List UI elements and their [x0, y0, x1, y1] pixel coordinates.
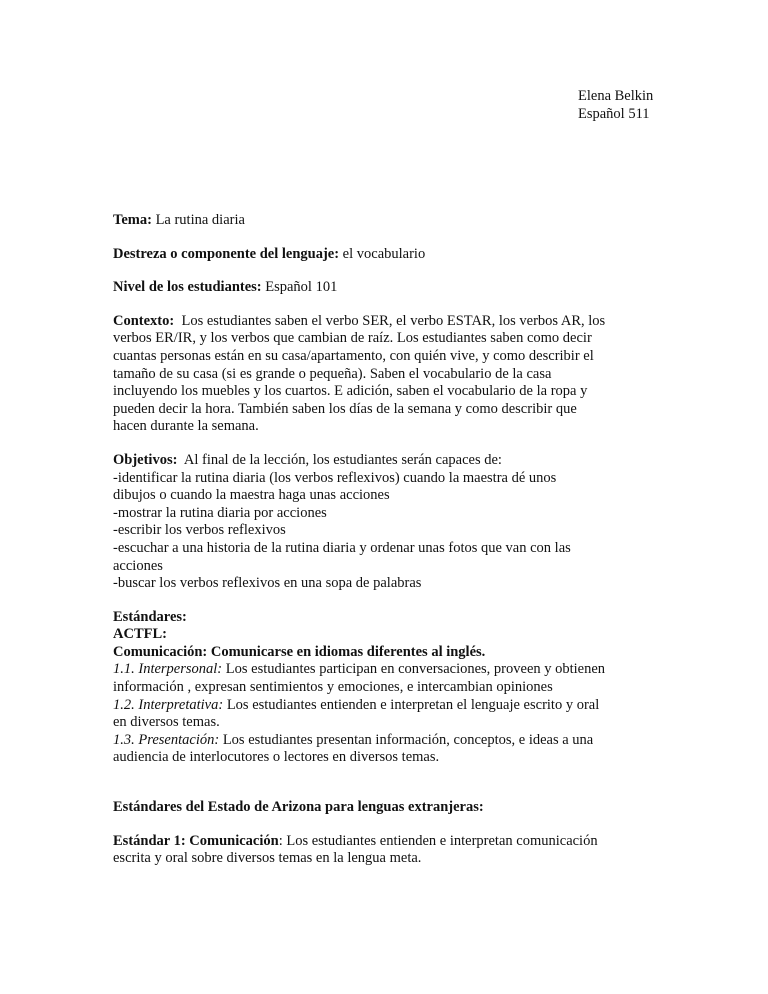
standard-item-cont: información , expresan sentimientos y emociones, e intercambian opiniones [113, 679, 553, 696]
estandar1-paragraph [113, 833, 663, 868]
standard-item: 1.2. Interpretativa: Los estudiantes entienden e interpretan el lenguaje escrito y oral [113, 696, 600, 713]
objetivo-item: -escribir los verbos reflexivos [113, 522, 286, 539]
standard-label: 1.1. Interpersonal: [113, 661, 223, 678]
standard-label: 1.2. Interpretativa: [113, 696, 224, 713]
objetivo-item: acciones [113, 557, 163, 574]
objetivos-paragraph [113, 452, 663, 593]
objetivo-item: -mostrar la rutina diaria por acciones [113, 504, 327, 521]
estandares-title: Estándares: [113, 608, 187, 625]
objetivos-intro-line: Objetivos: Al final de la lección, los estudiantes serán capaces de: [113, 451, 502, 468]
objetivo-item: -escuchar a una historia de la rutina diaria y ordenar unas fotos que van con las [113, 539, 571, 556]
tema-line [113, 212, 663, 230]
tema-label: Tema: [113, 212, 152, 228]
author-name: Elena Belkin [578, 88, 654, 104]
contexto-line: hacen durante la semana. [113, 418, 259, 435]
objetivo-item: -identificar la rutina diaria (los verbos reflexivos) cuando la maestra dé unos [113, 469, 557, 486]
standard-item-cont: audiencia de interlocutores o lectores en diversos temas. [113, 749, 440, 766]
arizona-title: Estándares del Estado de Arizona para lenguas extranjeras: [113, 799, 484, 816]
contexto-line: verbos ER/IR, y los verbos que cambian de raíz. Los estudiantes saben como decir [113, 330, 592, 347]
arizona-section [113, 799, 663, 817]
standard-item-cont: en diversos temas. [113, 714, 220, 731]
destreza-line [113, 246, 663, 264]
tema-value: La rutina diaria [155, 212, 245, 228]
objetivo-item: dibujos o cuando la maestra haga unas acciones [113, 487, 390, 504]
standard-label: 1.3. Presentación: [113, 731, 220, 748]
estandares-section [113, 609, 663, 767]
contexto-line: tamaño de su casa (si es grande o pequeña). Saben el vocabulario de la casa [113, 365, 552, 382]
comunicacion-heading: Comunicación: Comunicarse en idiomas diferentes al inglés. [113, 643, 486, 660]
destreza-value: el vocabulario [342, 245, 426, 262]
contexto-label: Contexto: [113, 312, 175, 329]
contexto-line: pueden decir la hora. También saben los días de la semana y como describir que [113, 400, 577, 417]
contexto-line: cuantas personas están en su casa/apartamento, con quién vive, y como describir el [113, 347, 594, 364]
contexto-paragraph [113, 313, 663, 436]
estandar1-label: Estándar 1: Comunicación [113, 832, 279, 849]
estandar1-cont: escrita y oral sobre diversos temas en la lengua meta. [113, 850, 422, 867]
actfl-label: ACTFL: [113, 626, 167, 643]
contexto-line: incluyendo los muebles y los cuartos. E adición, saben el vocabulario de la ropa y [113, 383, 588, 400]
estandar1-line: Estándar 1: Comunicación: Los estudiantes entienden e interpretan comunicación [113, 832, 598, 849]
objetivos-label: Objetivos: [113, 451, 178, 468]
objetivo-item: -buscar los verbos reflexivos en una sopa de palabras [113, 575, 422, 592]
nivel-label: Nivel de los estudiantes: [113, 279, 262, 296]
nivel-line [113, 279, 663, 297]
standard-item: 1.3. Presentación: Los estudiantes presentan información, conceptos, e ideas a una [113, 731, 594, 748]
author-header [578, 87, 653, 123]
course-name: Español 511 [578, 106, 650, 122]
standard-item: 1.1. Interpersonal: Los estudiantes participan en conversaciones, proveen y obtienen [113, 661, 606, 678]
contexto-line: Contexto: Los estudiantes saben el verbo SER, el verbo ESTAR, los verbos AR, los [113, 312, 606, 329]
destreza-label: Destreza o componente del lenguaje: [113, 245, 340, 262]
document-body [113, 212, 663, 868]
nivel-value: Español 101 [265, 279, 338, 296]
